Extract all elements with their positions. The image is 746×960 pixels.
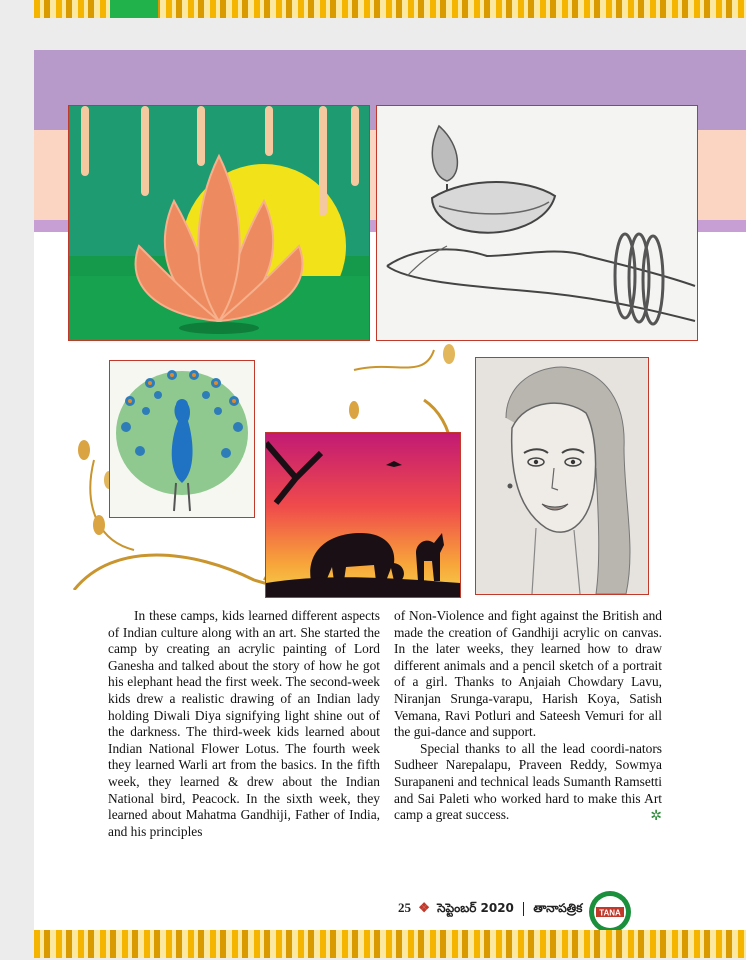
lotus-painting <box>68 105 370 341</box>
article-paragraph: Special thanks to all the lead coordi-nators Sudheer Narepalapu, Praveen Reddy, Sowmya Surapaneni and technical leads Sumanth Ramsetti and Sai Paleti who worked hard to make this Art camp a great success. <box>394 740 662 823</box>
magazine-page <box>34 50 746 930</box>
girl-portrait-sketch <box>475 357 649 595</box>
article-paragraph: In these camps, kids learned different aspects of Indian culture along with an art. She started the camp by creating an acrylic painting of Lord Ganesha and talked about the story of how he got his elephant head the first week. The second-week kids drew a realistic drawing of an Indian lady holding Diwali Diya signifying light shine out of the darkness. The third-week kids learned about Indian National Flower Lotus. The fourth week they learned Warli art from the basics. In the fifth week, they learned & drew about the Indian National bird, Peacock. In the sixth week, they learned about Mahatma Gandhiji, Father of India, and his principles <box>108 608 380 839</box>
page-number: 25 <box>398 900 411 915</box>
elephant-silhouette-painting <box>265 432 461 598</box>
top-tab-marker <box>110 0 158 18</box>
magazine-name: తానాపత్రిక <box>533 901 583 915</box>
diya-hand-sketch <box>376 105 698 341</box>
footer-date: సెప్టెంబర్ 2020 <box>437 901 514 915</box>
tana-logo-icon <box>588 890 632 934</box>
decorative-bottom-border <box>34 930 746 958</box>
footer-divider <box>523 902 524 916</box>
tana-logo-text: TANA <box>599 908 621 918</box>
end-mark: ✲ <box>650 809 662 825</box>
footer-separator: ❖ <box>418 900 430 915</box>
article-column-left <box>108 608 380 840</box>
article-paragraph: of Non-Violence and fight against the British and made the creation of Gandhiji acrylic on canvas. In the later weeks, they learned how to draw different animals and a pencil sketch of a portrait of a girl. Thanks to Anjaiah Chowdary Lavu, Niranjan Srunga-varapu, Harish Koya, Satish Vemana, Ravi Potluri and Sateesh Vemuri for all the gui-dance and support. <box>394 608 662 740</box>
peacock-painting <box>109 360 255 518</box>
article-column-right <box>394 608 662 824</box>
page-footer <box>398 900 582 918</box>
